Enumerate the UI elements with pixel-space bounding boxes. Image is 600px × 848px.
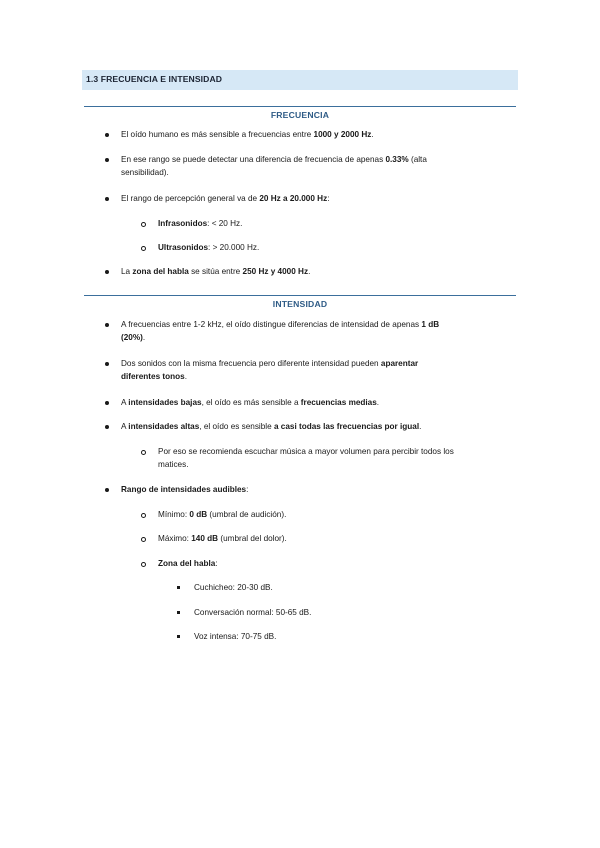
sub-bullet (141, 537, 146, 542)
list-item: Ultrasonidos: > 20.000 Hz. (158, 243, 260, 252)
bullet (105, 133, 109, 137)
bullet (105, 362, 109, 366)
list-item: Por eso se recomienda escuchar música a mayor volumen para percibir todos los matices. (158, 447, 454, 469)
list-item: Rango de intensidades audibles: (121, 485, 249, 494)
list-item: Zona del habla: (158, 559, 218, 568)
list-item: A frecuencias entre 1-2 kHz, el oído distingue diferencias de intensidad de apenas 1 dB (20%). (121, 320, 440, 342)
list-item: Cuchicheo: 20-30 dB. (194, 583, 273, 592)
heading-frecuencia: FRECUENCIA (270, 110, 330, 120)
list-item: Voz intensa: 70-75 dB. (194, 632, 277, 641)
list-item: El oído humano es más sensible a frecuencias entre 1000 y 2000 Hz. (121, 130, 374, 139)
sub-bullet (141, 562, 146, 567)
list-item: En ese rango se puede detectar una diferencia de frecuencia de apenas 0.33% (alta sensibilidad). (121, 155, 427, 177)
sub-sub-bullet (177, 611, 180, 614)
list-item: Máximo: 140 dB (umbral del dolor). (158, 534, 287, 543)
sub-bullet (141, 450, 146, 455)
list-item: Conversación normal: 50-65 dB. (194, 608, 312, 617)
divider-intensidad (84, 295, 516, 296)
sub-sub-bullet (177, 586, 180, 589)
sub-bullet (141, 222, 146, 227)
heading-intensidad: INTENSIDAD (272, 299, 328, 309)
bullet (105, 401, 109, 405)
bullet (105, 323, 109, 327)
bullet (105, 270, 109, 274)
sub-bullet (141, 513, 146, 518)
bullet (105, 488, 109, 492)
list-item: Dos sonidos con la misma frecuencia pero diferente intensidad pueden aparentar diferentes tonos. (121, 359, 419, 381)
section-title-band (82, 70, 518, 90)
bullet (105, 425, 109, 429)
list-item: A intensidades bajas, el oído es más sensible a frecuencias medias. (121, 398, 380, 407)
list-item: Infrasonidos: < 20 Hz. (158, 219, 243, 228)
section-title: 1.3 FRECUENCIA E INTENSIDAD (86, 74, 223, 84)
sub-bullet (141, 246, 146, 251)
sub-sub-bullet (177, 635, 180, 638)
list-item: La zona del habla se sitúa entre 250 Hz y 4000 Hz. (121, 267, 311, 276)
list-item: Mínimo: 0 dB (umbral de audición). (158, 510, 287, 519)
bullet (105, 158, 109, 162)
list-item: A intensidades altas, el oído es sensible a casi todas las frecuencias por igual. (121, 422, 422, 431)
divider-frecuencia (84, 106, 516, 107)
list-item: El rango de percepción general va de 20 Hz a 20.000 Hz: (121, 194, 330, 203)
bullet (105, 197, 109, 201)
